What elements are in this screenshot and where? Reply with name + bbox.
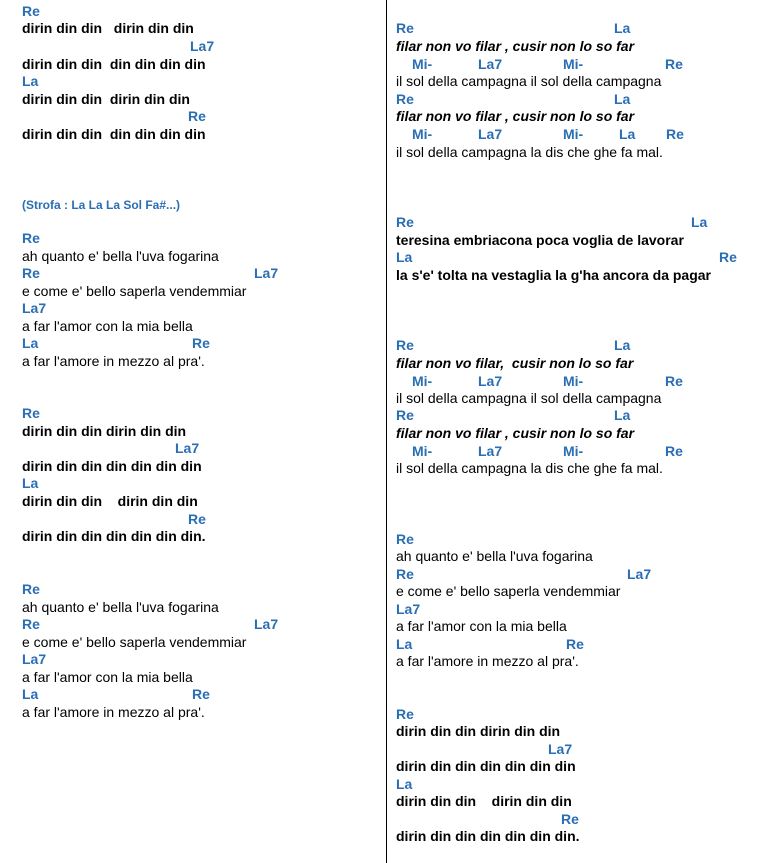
- lyric-line: filar non vo filar, cusir non lo so far: [396, 355, 634, 371]
- lyric-line: a far l'amor con la mia bella: [396, 618, 567, 634]
- chord: La: [396, 249, 413, 265]
- chord: Re: [188, 511, 206, 527]
- lyric-line: dirin din din din din din din: [22, 126, 206, 142]
- chord: La: [396, 776, 413, 792]
- lyric-line: dirin din din dirin din din: [22, 423, 187, 439]
- chord: Re: [396, 706, 414, 722]
- chord: La7: [22, 300, 47, 316]
- chord: Mi-: [563, 126, 584, 142]
- lyric-line: dirin din din din din din din.: [396, 828, 580, 844]
- chord: Mi-: [412, 373, 433, 389]
- chord: Re: [396, 20, 414, 36]
- chord: Mi-: [563, 373, 584, 389]
- chord: Mi-: [412, 443, 433, 459]
- chord: Re: [396, 337, 414, 353]
- chord: Re: [665, 373, 683, 389]
- lyric-line: dirin din din dirin din din: [22, 91, 190, 107]
- chord: Re: [396, 214, 414, 230]
- chord: Mi-: [563, 56, 584, 72]
- chord: Re: [665, 56, 683, 72]
- chord: Re: [192, 335, 210, 351]
- chord: La7: [627, 566, 652, 582]
- lyric-line: e come e' bello saperla vendemmiar: [22, 634, 247, 650]
- chord: La: [614, 91, 631, 107]
- lyric-line: dirin din din dirin din din: [396, 793, 572, 809]
- lyric-line: dirin din din din din din din: [396, 758, 576, 774]
- lyric-line: il sol della campagna la dis che ghe fa mal.: [396, 460, 663, 476]
- lyric-line: dirin din din din din din din.: [22, 528, 206, 544]
- chord: Re: [22, 616, 40, 632]
- lyric-line: il sol della campagna il sol della campagna: [396, 73, 662, 89]
- chord: La: [22, 335, 39, 351]
- chord: Mi-: [563, 443, 584, 459]
- chord: La7: [478, 56, 503, 72]
- chord: La: [22, 73, 39, 89]
- lyric-line: e come e' bello saperla vendemmiar: [396, 583, 621, 599]
- chord: Re: [22, 265, 40, 281]
- chord: Re: [396, 531, 414, 547]
- chord: La: [22, 475, 39, 491]
- lyric-line: dirin din din dirin din din: [22, 20, 194, 36]
- lyric-line: a far l'amor con la mia bella: [22, 318, 193, 334]
- lyric-line: dirin din din din din din din: [22, 56, 206, 72]
- chord: La7: [396, 601, 421, 617]
- lyric-line: il sol della campagna il sol della campagna: [396, 390, 662, 406]
- lyric-line: dirin din din dirin din din: [22, 493, 198, 509]
- chord: Mi-: [412, 56, 433, 72]
- chord: Mi-: [412, 126, 433, 142]
- chord: Re: [719, 249, 737, 265]
- lyric-line: a far l'amore in mezzo al pra'.: [396, 653, 579, 669]
- chord: La7: [478, 126, 503, 142]
- chord: La7: [478, 443, 503, 459]
- lyric-line: il sol della campagna la dis che ghe fa mal.: [396, 144, 663, 160]
- lyric-line: ah quanto e' bella l'uva fogarina: [396, 548, 593, 564]
- chord: Re: [22, 3, 40, 19]
- lyric-line: dirin din din dirin din din: [396, 723, 561, 739]
- lyric-line: filar non vo filar , cusir non lo so far: [396, 38, 635, 54]
- strofa-note: (Strofa : La La La Sol Fa#...): [22, 198, 181, 212]
- chord: Re: [666, 126, 684, 142]
- lyric-line: e come e' bello saperla vendemmiar: [22, 283, 247, 299]
- chord: Re: [396, 407, 414, 423]
- lyric-line: filar non vo filar , cusir non lo so far: [396, 425, 635, 441]
- chord: Re: [192, 686, 210, 702]
- chord: La7: [478, 373, 503, 389]
- chord: La: [691, 214, 708, 230]
- chord: Re: [22, 581, 40, 597]
- chord: Re: [665, 443, 683, 459]
- chord: Re: [396, 566, 414, 582]
- chord: La7: [190, 38, 215, 54]
- lyric-line: ah quanto e' bella l'uva fogarina: [22, 599, 219, 615]
- lyric-line: a far l'amor con la mia bella: [22, 669, 193, 685]
- chord: Re: [188, 108, 206, 124]
- chord: La: [619, 126, 636, 142]
- lyric-line: teresina embriaconа poca voglia de lavorar: [396, 232, 684, 248]
- chord: La7: [254, 616, 279, 632]
- chord: La: [614, 407, 631, 423]
- chord: La7: [254, 265, 279, 281]
- chord: La7: [22, 651, 47, 667]
- chord: La: [614, 20, 631, 36]
- column-divider: [386, 0, 387, 863]
- lyric-line: a far l'amore in mezzo al pra'.: [22, 353, 205, 369]
- chord: Re: [561, 811, 579, 827]
- chord: La: [22, 686, 39, 702]
- lyric-line: a far l'amore in mezzo al pra'.: [22, 704, 205, 720]
- lyric-line: la s'e' tolta na vestaglia la g'ha ancora da pagar: [396, 267, 711, 283]
- chord: La: [396, 636, 413, 652]
- chord: Re: [22, 405, 40, 421]
- chord: La7: [548, 741, 573, 757]
- chord: Re: [22, 230, 40, 246]
- lyric-line: ah quanto e' bella l'uva fogarina: [22, 248, 219, 264]
- chord: Re: [566, 636, 584, 652]
- chord: La7: [175, 440, 200, 456]
- lyric-line: filar non vo filar , cusir non lo so far: [396, 108, 635, 124]
- lyric-line: dirin din din din din din din: [22, 458, 202, 474]
- chord: Re: [396, 91, 414, 107]
- chord: La: [614, 337, 631, 353]
